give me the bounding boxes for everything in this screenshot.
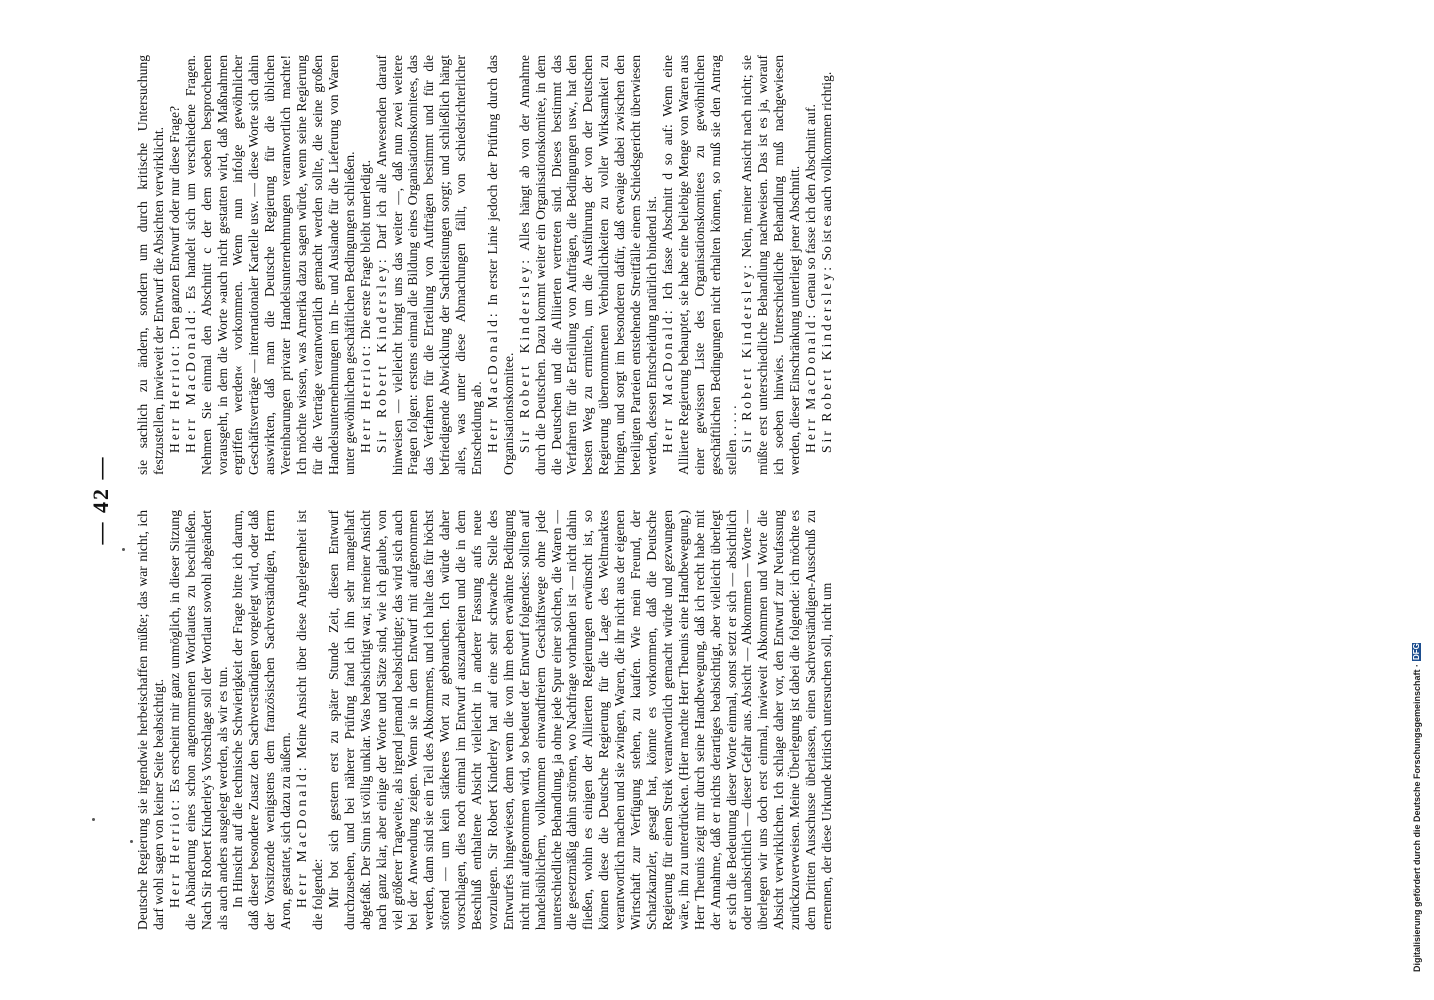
paragraph-text: Meine Ansicht über diese Angelegenheit ist die folgende: <box>294 510 325 930</box>
paragraph-text: Es handelt sich um verschiedene Fragen. Nehmen Sie einmal den Abschnitt c der dem soeben besprochenen vorausgeht, in dem die Worte »auch nicht gestatten wird, daß Maßnahmen ergriffen werden« vorkommen. Wenn nun infolge gewöhnlicher Geschäftsverträge — internationaler Kartelle usw. — diese Worte sich dahin auswirkten, daß man die Deutsche Regierung für die üblichen Vereinbarungen privater Handelsunternehmungen verantwortlich machte! Ich möchte wissen, was Amerika dazu sagen würde, wenn seine Regierung für die Verträge verantwortlich gemacht werden sollte, die seine großen Handelsunternehmungen im In- und Auslande für die Lieferung von Waren unter gewöhnlichen geschäftlichen Bedingungen schließen. <box>182 55 357 475</box>
paragraph <box>167 55 183 475</box>
paragraph <box>517 55 660 475</box>
scan-speck <box>130 840 133 843</box>
digitization-watermark <box>1412 12 1430 972</box>
paragraph <box>294 510 326 930</box>
speaker-name: Herr MacDonald: <box>484 310 500 453</box>
scan-speck <box>122 548 125 551</box>
paragraph <box>803 55 819 475</box>
paragraph <box>326 510 835 930</box>
speaker-name: Herr MacDonald: <box>803 311 819 453</box>
paragraph-text: In Hinsicht auf die technische Schwierigkeit der Frage bitte ich darum, daß dieser besondere Zusatz den Sachverständigen vorgelegt wird, oder daß der Vorsitzende wenigstens dem französischen Sachverständigen, Herrn Aron, gestattet, sich dazu zu äußern. <box>230 510 294 930</box>
paragraph-text: Nein, meiner Ansicht nach nicht; sie müßte erst unterschiedliche Behandlung nachweisen. Das ist es ja, worauf ich soeben hinwies. Unterschiedliche Behandlung muß nachgewiesen werden, dieser Einschränkung unterliegt jener Abschnitt. <box>739 55 803 475</box>
paragraph <box>485 55 517 475</box>
left-column <box>135 510 835 930</box>
paragraph-text: Ich fasse Abschnitt d so auf: Wenn eine Alliierte Regierung behauptet, sie habe eine beliebige Menge von Waren aus einer gewissen Liste des Organisationskomitees zu gewöhnlichen geschäftlichen Bedingungen nicht erhalten können, so muß sie den Antrag stellen . . . . . <box>659 55 739 475</box>
paragraph <box>183 55 358 475</box>
paragraph-text: Genau so fasse ich den Abschnitt auf. <box>803 104 819 312</box>
speaker-name: Sir Robert Kindersley: <box>516 256 532 453</box>
paragraph-text: Darf ich alle Anwesenden darauf hinweisen — vielleicht bringt uns das weiter —, daß nun zwei weitere Fragen folgen: erstens einmal die Bildung eines Organisationskomitees, das das Verfahren für die Erteilung von Aufträgen bestimmt und für die befriedigende Abwicklung der Sachleistungen sorgt; und schließlich hängt alles, was unter diese Abmachungen fällt, von schiedsrichterlicher Entscheidung ab. <box>373 55 485 475</box>
paragraph-text: sie sachlich zu ändern, sondern um durch kritische Untersuchung festzustellen, inwieweit der Entwurf die Absichten verwirklicht. <box>135 55 166 475</box>
paragraph-text: Mir bot sich gestern erst zu später Stunde Zeit, diesen Entwurf durchzusehen, und bei näherer Prüfung fand ich ihn sehr mangelhaft abgefaßt. Der Sinn ist völlig unklar. Was beabsichtigt war, ist meiner Ansicht nach ganz klar, aber einige der Worte und Sätze sind, wie ich glaube, von viel größerer Tragweite, als irgend jemand beabsichtigte; das wird sich auch bei der Anwendung zeigen. Wenn sie in dem Entwurf mit aufgenommen werden, dann sind sie ein Teil des Abkommens, und ich halte das für höchst störend — um kein stärkeres Wort zu gebrauchen. Ich würde daher vorschlagen, dies noch einmal im Entwurf auszuarbeiten und die in dem Beschluß enthaltene Absicht vielleicht in anderer Fassung aufs neue vorzulegen. Sir Robert Kinderley hat auf eine sehr schwache Stelle des Entwurfes hingewiesen, denn wenn die von ihm eben erwähnte Bedingung nicht mit aufgenommen wird, so bedeutet der Entwurf folgendes: sollten auf handelsüblichem, vollkommen einwandfreiem Geschäftswege ohne jede unterschiedliche Behandlung, ja ohne jede Spur einer solchen, die Waren — die gesetzmäßig dahin strömen, wo Nachfrage vorhanden ist — nicht dahin fließen, wohin es einigen der Alliierten Regierungen erwünscht ist, so können diese die Deutsche Regierung für die Lage des Weltmarktes verantwortlich machen und sie zwingen, Waren, die ihr nicht aus der eigenen Wirtschaft zur Verfügung stehen, zu kaufen. Wie mein Freund, der Schatzkanzler, gesagt hat, könnte es vorkommen, daß die Deutsche Regierung für einen Streik verantwortlich gemacht würde und gezwungen wäre, ihn zu unterdrücken. (Hier machte Herr Theunis eine Handbewegung.) Herr Theunis zeigt mir durch seine Handbewegung, daß ich recht habe mit der Annahme, daß er nichts derartiges beabsichtigt, aber vielleicht überlegt er sich die Bedeutung dieser Worte einmal, sonst setzt er sich — absichtlich oder unabsichtlich — dieser Gefahr aus. Absicht — Abkommen — Worte — überlegen wir uns doch erst einmal, inwieweit Abkommen und Worte die Absicht verwirklichen. Ich schlage daher vor, den Entwurf zur Neufassung zurückzuverweisen. Meine Überlegung ist dabei die folgende: ich möchte es dem Dritten Ausschusse überlassen, einen Sachverständigen-Ausschuß zu ernennen, der diese Urkunde kritisch untersuchen soll, nicht um <box>325 510 834 930</box>
paragraph-text: So ist es auch vollkommen richtig. <box>818 71 834 264</box>
page-number: — 42 — <box>88 455 113 545</box>
paragraph-text: In erster Linie jedoch der Prüfung durch das Organisationskomitee. <box>484 55 516 475</box>
paragraph <box>739 55 803 475</box>
paragraph <box>167 510 231 930</box>
paragraph-text: Den ganzen Entwurf oder nur diese Frage? <box>166 105 182 343</box>
paragraph-text: Es erscheint mir ganz unmöglich, in dieser Sitzung die Abänderung eines schon angenommenen Wortlautes zu beschließen. Nach Sir Robert Kinderley's Vorschlage soll der Wortlaut sowohl abgeändert als auch anders ausgelegt werden, als wir es tun. <box>166 510 230 930</box>
speaker-name: Sir Robert Kindersley: <box>373 256 389 453</box>
paragraph <box>358 55 374 475</box>
paragraph-text: Die erste Frage bleibt unerledigt. <box>357 159 373 343</box>
paragraph <box>819 55 835 475</box>
dfg-logo: DFG <box>1412 643 1421 661</box>
scan-speck <box>92 818 95 821</box>
paragraph <box>230 510 294 930</box>
paragraph <box>135 510 167 930</box>
paragraph-text: Alles hängt ab von der Annahme durch die Deutschen. Dazu kommt weiter ein Organisationskomitee, in dem die Deutschen und die Alliierten vertreten sind. Dieses bestimmt das Verfahren für die Erteilung von Aufträgen, die Bedingungen usw., hat den besten Weg zu ermitteln, um die Ausführung der von der Deutschen Regierung übernommenen Verbindlichkeiten zu voller Wirksamkeit zu bringen, und sorgt im besonderen dafür, daß etwaige dabei zwischen den beteiligten Parteien entstehende Streitfälle einem Schiedsgericht überwiesen werden, dessen Entscheidung natürlich bindend ist. <box>516 55 659 475</box>
paragraph <box>135 55 167 475</box>
watermark-text: Digitalisierung gefördert durch die Deutsche Forschungsgemeinschaft · <box>1412 663 1422 972</box>
speaker-name: Herr MacDonald: <box>659 307 675 453</box>
speaker-name: Herr Herriot: <box>166 342 182 453</box>
right-column <box>135 55 835 475</box>
speaker-name: Sir Robert Kindersley: <box>818 263 834 453</box>
paragraph-text: Deutsche Regierung sie irgendwie herbeischaffen müßte; das war nicht, ich darf wohl sagen von keiner Seite beabsichtigt. <box>135 510 166 930</box>
paragraph <box>660 55 740 475</box>
speaker-name: Herr MacDonald: <box>182 307 198 453</box>
speaker-name: Herr MacDonald: <box>294 764 310 908</box>
speaker-name: Herr Herriot: <box>357 342 373 453</box>
speaker-name: Herr Herriot: <box>166 796 182 908</box>
paragraph <box>374 55 485 475</box>
speaker-name: Sir Robert Kindersley: <box>739 261 755 453</box>
